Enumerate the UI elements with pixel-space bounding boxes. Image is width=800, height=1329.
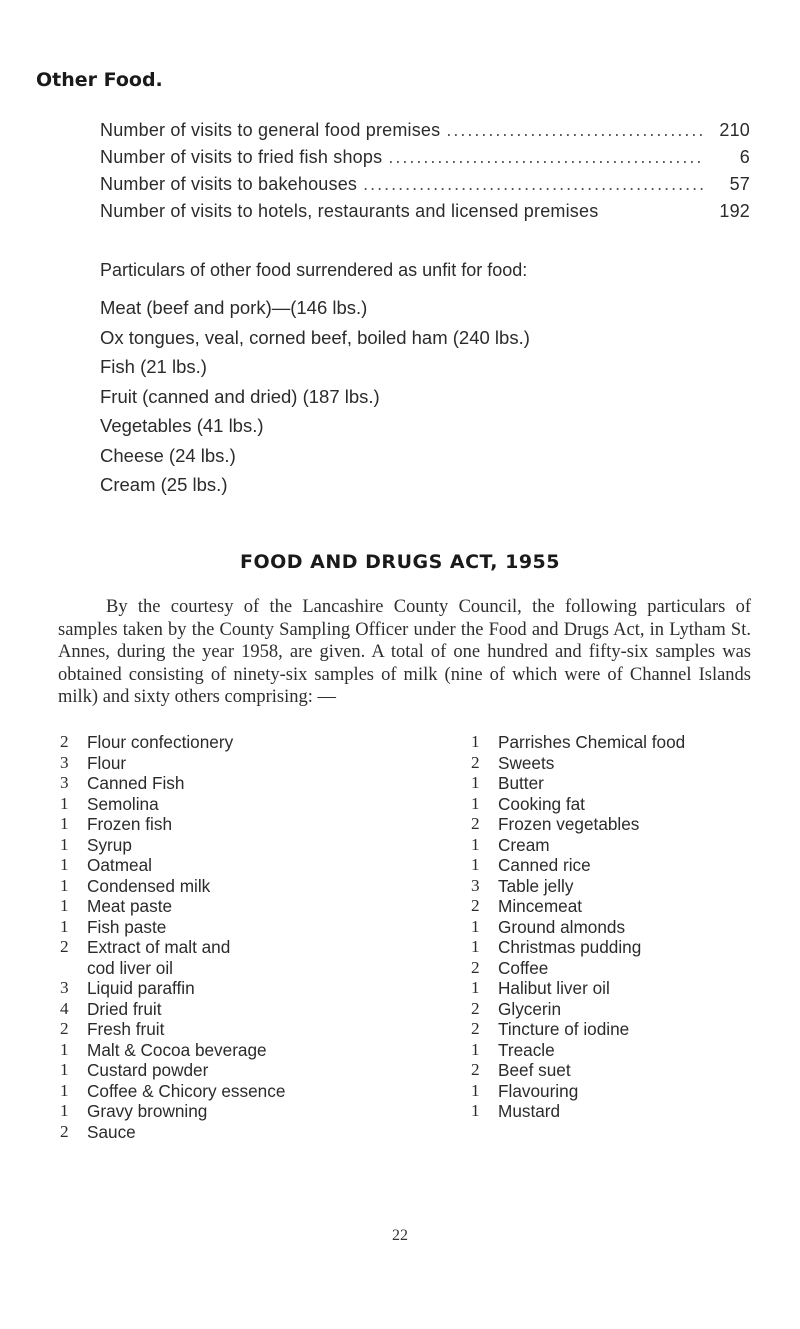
sample-item: Extract of malt and — [87, 937, 231, 957]
sample-item: Coffee — [498, 957, 549, 978]
sample-row — [471, 855, 685, 876]
sample-item: Parrishes Chemical food — [498, 732, 686, 752]
dot-leader — [446, 120, 704, 141]
sample-item: Flour — [87, 752, 127, 773]
sample-count: 1 — [60, 814, 69, 833]
visits-list — [100, 120, 750, 228]
sample-row — [60, 1081, 285, 1102]
visit-row-fried-fish — [100, 147, 750, 174]
sample-item: Butter — [498, 773, 544, 793]
list-item: Meat (beef and pork)—(146 lbs.) — [100, 297, 368, 318]
list-item: Fruit (canned and dried) (187 lbs.) — [100, 385, 380, 407]
act-title: FOOD AND DRUGS ACT, 1955 — [240, 551, 560, 573]
sample-item: Flavouring — [498, 1080, 579, 1101]
sample-row — [471, 896, 685, 917]
sample-count: 1 — [471, 1080, 480, 1100]
sample-row — [60, 1060, 285, 1081]
sample-count: 2 — [60, 732, 69, 751]
sample-count: 2 — [471, 957, 480, 977]
sample-count: 1 — [60, 855, 69, 874]
sample-item: Sweets — [498, 752, 555, 773]
sample-row — [60, 1019, 285, 1040]
sample-count: 1 — [471, 773, 480, 792]
sample-count: 1 — [471, 978, 480, 997]
sample-count: 1 — [60, 1060, 69, 1079]
sample-count: 1 — [471, 855, 480, 874]
sample-row — [60, 917, 285, 938]
sample-count: 2 — [471, 1019, 480, 1038]
sample-row — [60, 999, 285, 1020]
sample-row — [471, 1060, 685, 1081]
sample-row — [60, 1040, 285, 1061]
sample-item: Syrup — [87, 834, 132, 855]
sample-count: 1 — [60, 896, 69, 915]
sample-row — [471, 1040, 685, 1061]
sample-row — [471, 753, 685, 774]
visit-value: 6 — [739, 147, 750, 167]
sample-row — [471, 999, 685, 1020]
sample-row — [60, 753, 285, 774]
sample-item: Mincemeat — [498, 896, 583, 916]
list-item: Cream (25 lbs.) — [100, 474, 228, 495]
sample-row — [60, 835, 285, 856]
sample-item: Meat paste — [87, 896, 173, 916]
sample-row — [60, 732, 285, 753]
sample-item: Liquid paraffin — [87, 978, 195, 998]
sample-item: Cream — [498, 834, 550, 855]
visit-value: 57 — [729, 174, 750, 194]
visit-row-hotels — [100, 201, 750, 228]
sample-count: 1 — [471, 937, 480, 956]
sample-count: 1 — [471, 1039, 480, 1059]
dot-leader — [363, 174, 704, 195]
sample-count: 1 — [471, 1101, 480, 1120]
sample-row — [60, 794, 285, 815]
sample-item: Christmas pudding — [498, 937, 642, 957]
list-item: Fish (21 lbs.) — [100, 356, 207, 377]
sample-row — [471, 917, 685, 938]
section-heading: Other Food. — [36, 69, 163, 91]
sample-item: Ground almonds — [498, 916, 626, 937]
sample-count: 2 — [60, 937, 69, 956]
sample-row — [60, 1122, 285, 1143]
sample-row — [60, 978, 285, 999]
sample-item: Mustard — [498, 1101, 561, 1121]
sample-count: 3 — [60, 978, 69, 997]
sample-row — [471, 1081, 685, 1102]
sample-row — [60, 814, 285, 835]
list-item: Vegetables (41 lbs.) — [100, 415, 264, 436]
sample-row — [471, 958, 685, 979]
visit-label: Number of visits to hotels, restaurants and licensed premises — [100, 201, 599, 221]
sample-count: 1 — [471, 834, 480, 854]
sample-row — [471, 937, 685, 958]
sample-item: Tincture of iodine — [498, 1019, 630, 1039]
visit-label: Number of visits to bakehouses — [100, 174, 358, 194]
sample-row — [60, 876, 285, 897]
samples-left-column — [60, 732, 285, 1142]
act-paragraph: By the courtesy of the Lancashire County Council, the following particulars of samples taken by the County Sampling Officer under the Food and Drugs Act, in Lytham St. Annes, during the year 1958, are given. A total of one hundred and fifty-six samples was obtained consisting of ninety-six samples of milk (nine of which were of Channel Islands milk) and sixty others comprising: — — [58, 597, 751, 708]
sample-count: 1 — [60, 834, 69, 854]
sample-count: 1 — [471, 732, 480, 751]
sample-item: Cooking fat — [498, 793, 585, 814]
sample-item: Fish paste — [87, 916, 167, 937]
sample-item: Dried fruit — [87, 998, 162, 1019]
sample-count: 2 — [60, 1121, 69, 1141]
sample-row — [60, 855, 285, 876]
sample-count: 2 — [471, 896, 480, 915]
sample-count: 1 — [60, 793, 69, 813]
visit-value: 210 — [719, 120, 750, 140]
sample-item: Custard powder — [87, 1060, 209, 1080]
sample-row — [471, 1101, 685, 1122]
sample-item: Gravy browning — [87, 1101, 208, 1121]
sample-count: 2 — [471, 1060, 480, 1079]
particulars-title: Particulars of other food surrendered as unfit for food: — [100, 260, 528, 280]
visit-label: Number of visits to general food premises — [100, 120, 441, 140]
list-item: Ox tongues, veal, corned beef, boiled ham (240 lbs.) — [100, 326, 530, 348]
dot-leader — [388, 147, 704, 168]
sample-item-continuation: cod liver oil — [87, 957, 173, 978]
list-item: Cheese (24 lbs.) — [100, 444, 236, 466]
sample-item: Coffee & Chicory essence — [87, 1080, 286, 1101]
sample-row — [471, 835, 685, 856]
sample-item: Frozen fish — [87, 814, 173, 834]
sample-count: 1 — [471, 793, 480, 813]
sample-item: Semolina — [87, 793, 159, 814]
sample-count: 2 — [471, 814, 480, 833]
sample-row — [471, 876, 685, 897]
sample-count: 2 — [471, 752, 480, 772]
visit-label: Number of visits to fried fish shops — [100, 147, 383, 167]
sample-item: Canned rice — [498, 855, 591, 875]
sample-item: Malt & Cocoa beverage — [87, 1039, 267, 1060]
visit-row-general-food — [100, 120, 750, 147]
sample-count: 2 — [471, 998, 480, 1018]
sample-item: Glycerin — [498, 998, 562, 1019]
sample-count: 1 — [60, 1039, 69, 1059]
sample-count: 1 — [60, 916, 69, 936]
page-number: 22 — [392, 1227, 408, 1244]
sample-item: Halibut liver oil — [498, 978, 610, 998]
sample-item: Treacle — [498, 1039, 555, 1060]
visit-value: 192 — [719, 201, 750, 221]
sample-count: 3 — [60, 773, 69, 792]
sample-count: 1 — [60, 1101, 69, 1120]
sample-count: 1 — [60, 875, 69, 895]
sample-row — [60, 1101, 285, 1122]
visit-row-bakehouses — [100, 174, 750, 201]
particulars-list — [100, 293, 530, 500]
sample-count: 2 — [60, 1019, 69, 1038]
sample-row — [60, 773, 285, 794]
sample-item: Fresh fruit — [87, 1019, 165, 1039]
sample-item: Beef suet — [498, 1060, 571, 1080]
sample-item: Flour confectionery — [87, 732, 234, 752]
sample-count: 3 — [60, 752, 69, 772]
sample-item: Table jelly — [498, 875, 574, 896]
sample-item: Condensed milk — [87, 875, 211, 896]
sample-count: 3 — [471, 875, 480, 895]
sample-row — [471, 978, 685, 999]
sample-row — [471, 794, 685, 815]
sample-count: 1 — [60, 1080, 69, 1100]
samples-right-column — [471, 732, 685, 1122]
sample-row — [471, 814, 685, 835]
sample-item: Oatmeal — [87, 855, 152, 875]
sample-count: 1 — [471, 916, 480, 936]
sample-row — [471, 1019, 685, 1040]
sample-item: Canned Fish — [87, 773, 185, 793]
sample-item: Sauce — [87, 1121, 136, 1142]
sample-row — [60, 896, 285, 917]
sample-row — [471, 732, 685, 753]
sample-item: Frozen vegetables — [498, 814, 640, 834]
sample-row — [60, 937, 285, 958]
sample-count: 4 — [60, 998, 69, 1018]
sample-row — [471, 773, 685, 794]
